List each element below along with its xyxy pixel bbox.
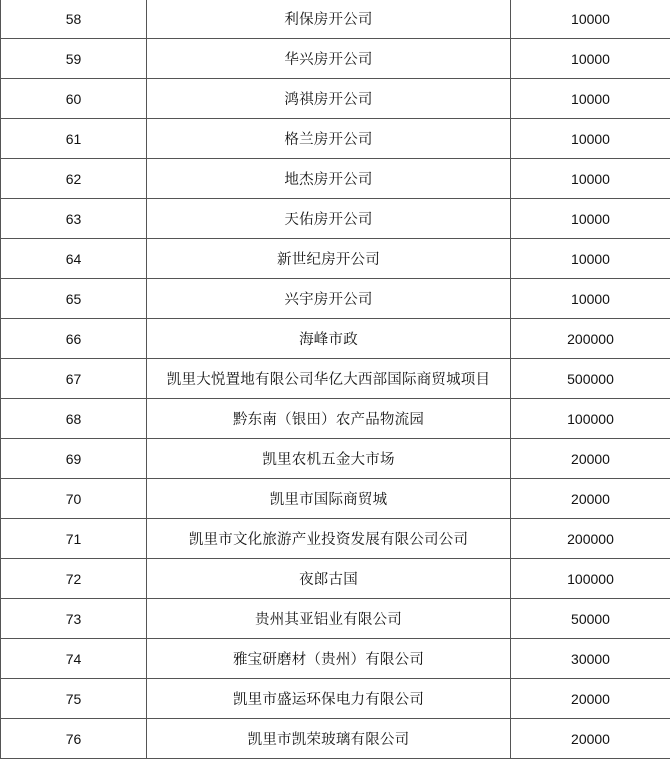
row-number-cell: 62 — [1, 159, 147, 199]
amount-cell: 10000 — [511, 159, 670, 199]
row-number-cell: 72 — [1, 559, 147, 599]
row-number-cell: 73 — [1, 599, 147, 639]
table-row — [1, 39, 670, 79]
amount-cell: 20000 — [511, 679, 670, 719]
company-name-cell: 凯里大悦置地有限公司华亿大西部国际商贸城项目 — [147, 359, 511, 399]
amount-cell: 100000 — [511, 399, 670, 439]
company-name-cell: 凯里市盛运环保电力有限公司 — [147, 679, 511, 719]
company-name-cell: 鸿祺房开公司 — [147, 79, 511, 119]
table-row — [1, 719, 670, 759]
table-row — [1, 479, 670, 519]
amount-cell: 50000 — [511, 599, 670, 639]
table-row — [1, 599, 670, 639]
table-row — [1, 159, 670, 199]
company-name-cell: 格兰房开公司 — [147, 119, 511, 159]
amount-cell: 20000 — [511, 479, 670, 519]
company-name-cell: 利保房开公司 — [147, 0, 511, 39]
row-number-cell: 63 — [1, 199, 147, 239]
company-name-cell: 雅宝研磨材（贵州）有限公司 — [147, 639, 511, 679]
company-name-cell: 兴宇房开公司 — [147, 279, 511, 319]
table-row — [1, 399, 670, 439]
row-number-cell: 68 — [1, 399, 147, 439]
row-number-cell: 75 — [1, 679, 147, 719]
row-number-cell: 76 — [1, 719, 147, 759]
company-name-cell: 凯里市文化旅游产业投资发展有限公司公司 — [147, 519, 511, 559]
amount-cell: 30000 — [511, 639, 670, 679]
amount-cell: 10000 — [511, 199, 670, 239]
table-row — [1, 279, 670, 319]
table-row — [1, 119, 670, 159]
table-body — [1, 0, 670, 759]
table-row — [1, 0, 670, 39]
row-number-cell: 59 — [1, 39, 147, 79]
row-number-cell: 70 — [1, 479, 147, 519]
amount-cell: 10000 — [511, 79, 670, 119]
amount-cell: 200000 — [511, 519, 670, 559]
row-number-cell: 61 — [1, 119, 147, 159]
company-name-cell: 新世纪房开公司 — [147, 239, 511, 279]
company-name-cell: 天佑房开公司 — [147, 199, 511, 239]
amount-cell: 10000 — [511, 279, 670, 319]
amount-cell: 20000 — [511, 439, 670, 479]
table-row — [1, 679, 670, 719]
company-name-cell: 海峰市政 — [147, 319, 511, 359]
table-row — [1, 239, 670, 279]
company-name-cell: 凯里市国际商贸城 — [147, 479, 511, 519]
row-number-cell: 71 — [1, 519, 147, 559]
table-row — [1, 359, 670, 399]
company-name-cell: 凯里市凯荣玻璃有限公司 — [147, 719, 511, 759]
amount-cell: 10000 — [511, 0, 670, 39]
row-number-cell: 67 — [1, 359, 147, 399]
row-number-cell: 65 — [1, 279, 147, 319]
company-name-cell: 华兴房开公司 — [147, 39, 511, 79]
amount-cell: 10000 — [511, 239, 670, 279]
table-row — [1, 639, 670, 679]
row-number-cell: 60 — [1, 79, 147, 119]
row-number-cell: 58 — [1, 0, 147, 39]
company-name-cell: 贵州其亚铝业有限公司 — [147, 599, 511, 639]
company-name-cell: 地杰房开公司 — [147, 159, 511, 199]
table-row — [1, 439, 670, 479]
company-name-cell: 凯里农机五金大市场 — [147, 439, 511, 479]
row-number-cell: 64 — [1, 239, 147, 279]
amount-cell: 100000 — [511, 559, 670, 599]
amount-cell: 10000 — [511, 119, 670, 159]
table-row — [1, 559, 670, 599]
table-row — [1, 519, 670, 559]
row-number-cell: 74 — [1, 639, 147, 679]
amount-cell: 20000 — [511, 719, 670, 759]
table-row — [1, 79, 670, 119]
amount-cell: 10000 — [511, 39, 670, 79]
table-row — [1, 199, 670, 239]
company-name-cell: 黔东南（银田）农产品物流园 — [147, 399, 511, 439]
table-row — [1, 319, 670, 359]
amount-cell: 200000 — [511, 319, 670, 359]
row-number-cell: 66 — [1, 319, 147, 359]
row-number-cell: 69 — [1, 439, 147, 479]
amount-cell: 500000 — [511, 359, 670, 399]
company-name-cell: 夜郎古国 — [147, 559, 511, 599]
